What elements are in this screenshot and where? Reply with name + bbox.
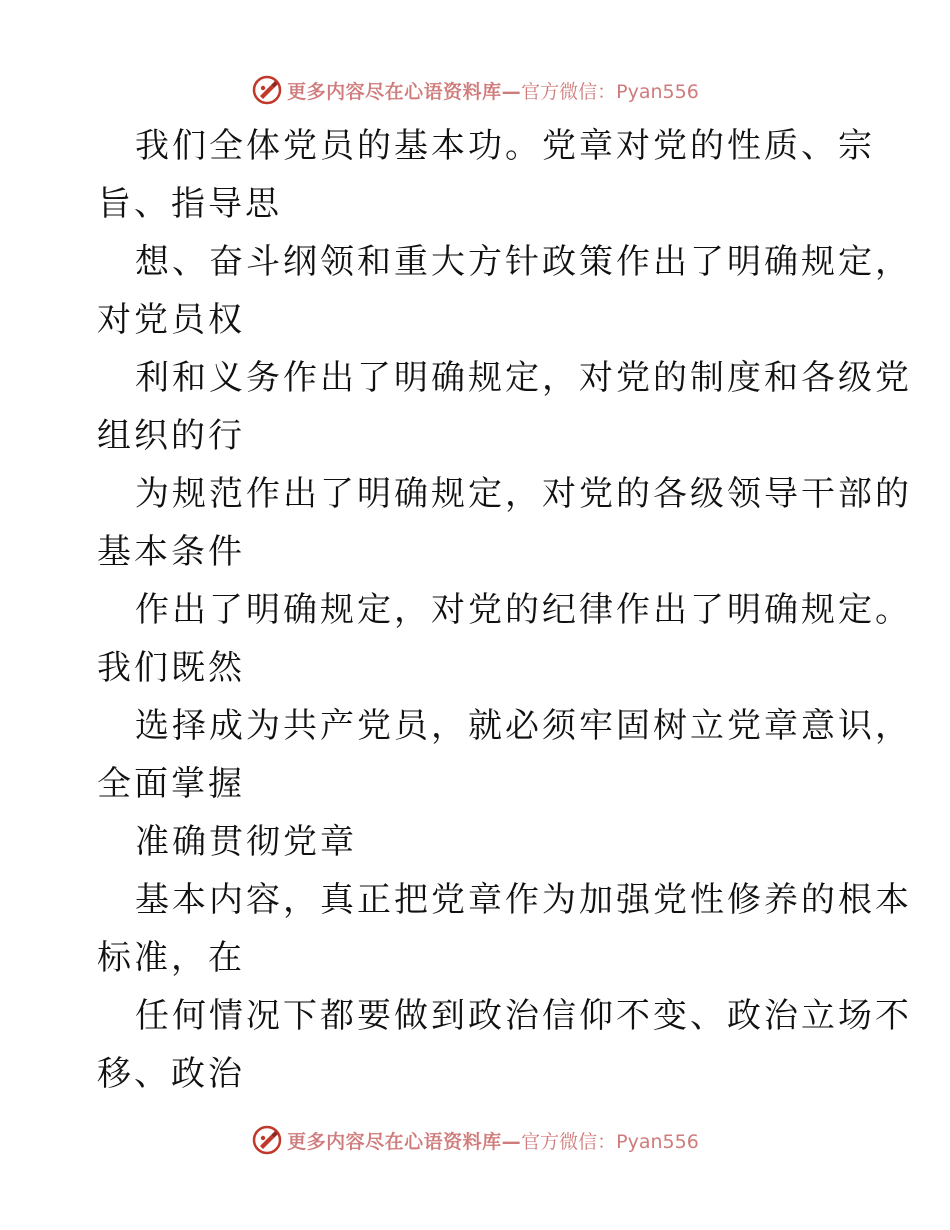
paragraph-line: 利和义务作出了明确规定，对党的制度和各级党: [135, 358, 912, 398]
header-banner-inner: [251, 74, 699, 106]
paragraph-line: 想、奋斗纲领和重大方针政策作出了明确规定，: [135, 242, 912, 282]
paragraph: [0, 465, 950, 581]
paragraph-line: 移、政治: [97, 1054, 245, 1094]
footer-banner-inner: [251, 1124, 699, 1156]
footer-wechat-text: 官方微信：Pyan556: [521, 1130, 699, 1153]
paragraph: [0, 987, 950, 1103]
paragraph: [0, 233, 950, 349]
paragraph-line: 基本内容，真正把党章作为加强党性修养的根本: [135, 880, 912, 920]
paragraph: [0, 117, 950, 233]
paragraph: [0, 813, 950, 871]
paragraph-line: 标准，在: [97, 938, 245, 978]
paragraph: [0, 697, 950, 813]
paragraph: [0, 349, 950, 465]
footer-banner: [0, 1120, 950, 1160]
footer-banner-text: 更多内容尽在心语资料库—: [287, 1130, 522, 1153]
header-banner-text: 更多内容尽在心语资料库—: [287, 80, 522, 103]
paragraph: [0, 581, 950, 697]
paragraph: [0, 871, 950, 987]
paragraph-line: 作出了明确规定，对党的纪律作出了明确规定。: [135, 590, 912, 630]
paragraph-line: 全面掌握: [97, 764, 245, 804]
paragraph-line: 为规范作出了明确规定，对党的各级领导干部的: [135, 474, 912, 514]
paragraph-line: 基本条件: [97, 532, 245, 572]
header-banner: [0, 70, 950, 110]
header-wechat-text: 官方微信：Pyan556: [521, 80, 699, 103]
pen-nib-logo-icon: [251, 74, 283, 106]
paragraph-line: 我们全体党员的基本功。党章对党的性质、宗: [135, 126, 875, 166]
document-body: [0, 117, 950, 1103]
paragraph-line: 选择成为共产党员，就必须牢固树立党章意识，: [135, 706, 912, 746]
paragraph-line: 对党员权: [97, 300, 245, 340]
pen-nib-logo-icon: [251, 1124, 283, 1156]
paragraph-line: 组织的行: [97, 416, 245, 456]
paragraph-line: 旨、指导思: [97, 184, 282, 224]
paragraph-line: 准确贯彻党章: [135, 822, 357, 862]
paragraph-line: 任何情况下都要做到政治信仰不变、政治立场不: [135, 996, 912, 1036]
paragraph-line: 我们既然: [97, 648, 245, 688]
